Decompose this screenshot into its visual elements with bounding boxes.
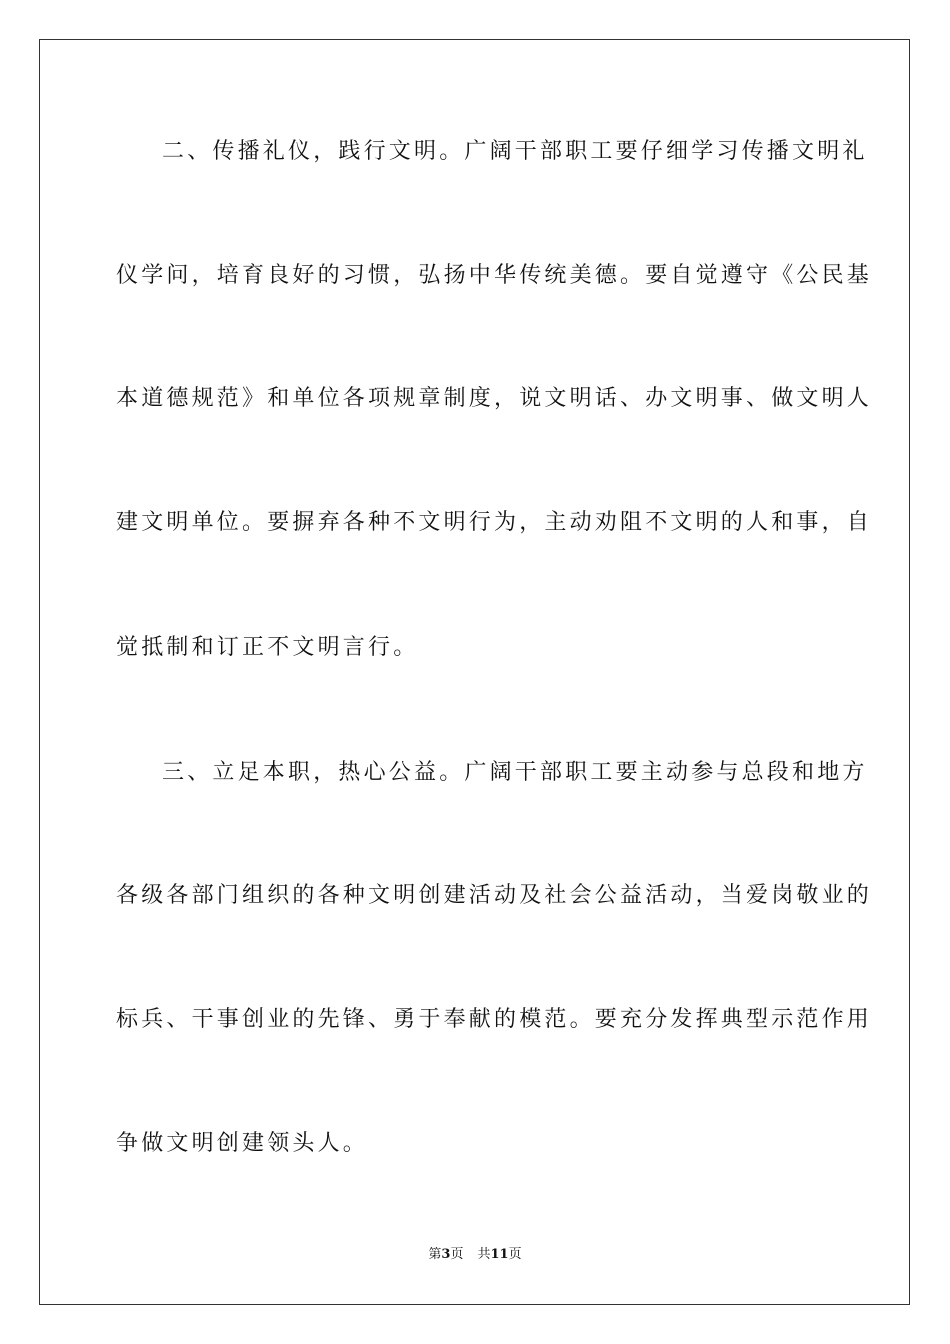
page-suffix: 页 — [450, 1247, 464, 1262]
page-number: 3 — [441, 1247, 451, 1262]
page-prefix: 第 — [428, 1247, 442, 1262]
page-border — [39, 39, 910, 1305]
paragraph-3-line-1: 三、立足本职，热心公益。广阔干部职工要主动参与总段和地方 — [162, 760, 868, 785]
paragraph-2-line-3: 本道德规范》和单位各项规章制度，说文明话、办文明事、做文明人 — [116, 386, 873, 411]
paragraph-2-line-5: 觉抵制和订正不文明言行。 — [116, 635, 419, 660]
paragraph-2-line-1: 二、传播礼仪，践行文明。广阔干部职工要仔细学习传播文明礼 — [162, 139, 868, 164]
paragraph-3-line-3: 标兵、干事创业的先锋、勇于奉献的模范。要充分发挥典型示范作用 — [116, 1007, 873, 1032]
total-pages: 11 — [490, 1247, 509, 1262]
paragraph-2-line-2: 仪学问，培育良好的习惯，弘扬中华传统美德。要自觉遵守《公民基 — [116, 263, 873, 288]
paragraph-3-line-4: 争做文明创建领头人。 — [116, 1131, 369, 1156]
total-suffix: 页 — [508, 1247, 522, 1262]
total-prefix: 共 — [477, 1247, 491, 1262]
paragraph-3-line-2: 各级各部门组织的各种文明创建活动及社会公益活动，当爱岗敬业的 — [116, 883, 873, 908]
paragraph-2-line-4: 建文明单位。要摒弃各种不文明行为，主动劝阻不文明的人和事，自 — [116, 510, 873, 535]
page-footer — [0, 1246, 950, 1264]
